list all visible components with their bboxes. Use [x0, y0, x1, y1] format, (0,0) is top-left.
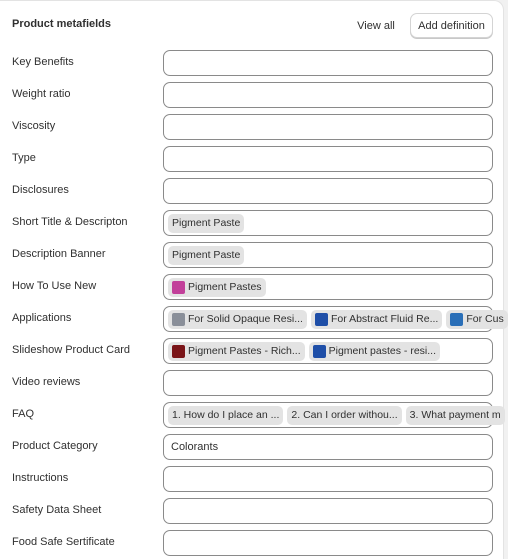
metafield-input[interactable]	[163, 210, 493, 236]
metafield-input[interactable]	[163, 82, 493, 108]
thumbnail-icon	[172, 313, 185, 326]
reference-tag-label: Pigment pastes - resi...	[328, 345, 436, 357]
reference-tag[interactable]	[168, 246, 244, 265]
thumbnail-icon	[450, 313, 463, 326]
view-all-button[interactable]: View all	[350, 13, 402, 38]
metafield-row	[0, 271, 504, 303]
metafield-input[interactable]	[163, 498, 493, 524]
metafield-row	[0, 207, 504, 239]
metafield-label: Key Benefits	[12, 56, 74, 68]
metafield-input[interactable]	[163, 146, 493, 172]
reference-tag-label: For Cus	[466, 313, 504, 325]
thumbnail-icon	[315, 313, 328, 326]
thumbnail-icon	[172, 345, 185, 358]
reference-tag[interactable]	[168, 278, 266, 297]
metafield-input[interactable]	[163, 370, 493, 396]
metafield-label: Type	[12, 152, 36, 164]
metafield-label: Description Banner	[12, 248, 106, 260]
reference-tag-label: Pigment Paste	[172, 217, 241, 229]
reference-tag-label: Pigment Paste	[172, 249, 241, 261]
metafield-input[interactable]	[163, 274, 493, 300]
reference-tag-label: Pigment Pastes	[188, 281, 262, 293]
metafield-row	[0, 303, 504, 335]
metafield-row	[0, 399, 504, 431]
reference-tag-label: For Abstract Fluid Re...	[330, 313, 439, 325]
reference-tag-label: For Solid Opaque Resi...	[188, 313, 303, 325]
reference-tag[interactable]	[287, 406, 401, 425]
metafield-input[interactable]	[163, 530, 493, 556]
reference-tag[interactable]	[168, 342, 305, 361]
reference-tag[interactable]	[168, 310, 307, 329]
metafield-row	[0, 239, 504, 271]
metafield-value: Colorants	[171, 441, 219, 453]
metafield-label: Applications	[12, 312, 72, 324]
metafield-input[interactable]	[163, 114, 493, 140]
thumbnail-icon	[313, 345, 326, 358]
metafield-list	[0, 47, 504, 559]
thumbnail-icon	[172, 281, 185, 294]
metafield-label: Weight ratio	[12, 88, 71, 100]
metafield-label: Product Category	[12, 440, 98, 452]
metafield-row	[0, 335, 504, 367]
card-header	[0, 1, 504, 49]
reference-tag[interactable]	[311, 310, 442, 329]
metafield-row	[0, 111, 504, 143]
metafield-row	[0, 143, 504, 175]
metafield-input[interactable]	[163, 242, 493, 268]
metafield-label: Slideshow Product Card	[12, 344, 131, 356]
metafield-row	[0, 527, 504, 559]
reference-tag[interactable]	[168, 406, 283, 425]
metafield-row	[0, 367, 504, 399]
reference-tag-label: Pigment Pastes - Rich...	[188, 345, 301, 357]
metafield-label: Safety Data Sheet	[12, 504, 102, 516]
reference-tag[interactable]	[446, 310, 507, 329]
add-definition-button[interactable]: Add definition	[410, 13, 493, 38]
reference-tag[interactable]	[168, 214, 244, 233]
reference-tag[interactable]	[406, 406, 505, 425]
metafield-row	[0, 175, 504, 207]
metafield-row	[0, 47, 504, 79]
reference-tag-label: 1. How do I place an ...	[172, 409, 280, 421]
metafield-input[interactable]	[163, 306, 504, 332]
metafield-label: Viscosity	[12, 120, 56, 132]
metafield-input[interactable]	[163, 338, 493, 364]
metafield-label: How To Use New	[12, 280, 97, 292]
card-title: Product metafields	[12, 18, 112, 30]
reference-tag-label: 3. What payment m	[409, 409, 501, 421]
metafield-label: Short Title & Descripton	[12, 216, 128, 228]
metafield-input[interactable]	[163, 434, 493, 460]
metafield-label: Disclosures	[12, 184, 69, 196]
metafield-label: FAQ	[12, 408, 35, 420]
reference-tag-label: 2. Can I order withou...	[291, 409, 398, 421]
metafield-input[interactable]	[163, 50, 493, 76]
metafield-label: Instructions	[12, 472, 69, 484]
metafield-label: Food Safe Sertificate	[12, 536, 115, 548]
metafield-label: Video reviews	[12, 376, 81, 388]
metafield-input[interactable]	[163, 402, 501, 428]
metafield-input[interactable]	[163, 466, 493, 492]
metafield-row	[0, 431, 504, 463]
metafield-row	[0, 463, 504, 495]
metafield-row	[0, 79, 504, 111]
metafield-input[interactable]	[163, 178, 493, 204]
reference-tag[interactable]	[309, 342, 440, 361]
metafield-row	[0, 495, 504, 527]
